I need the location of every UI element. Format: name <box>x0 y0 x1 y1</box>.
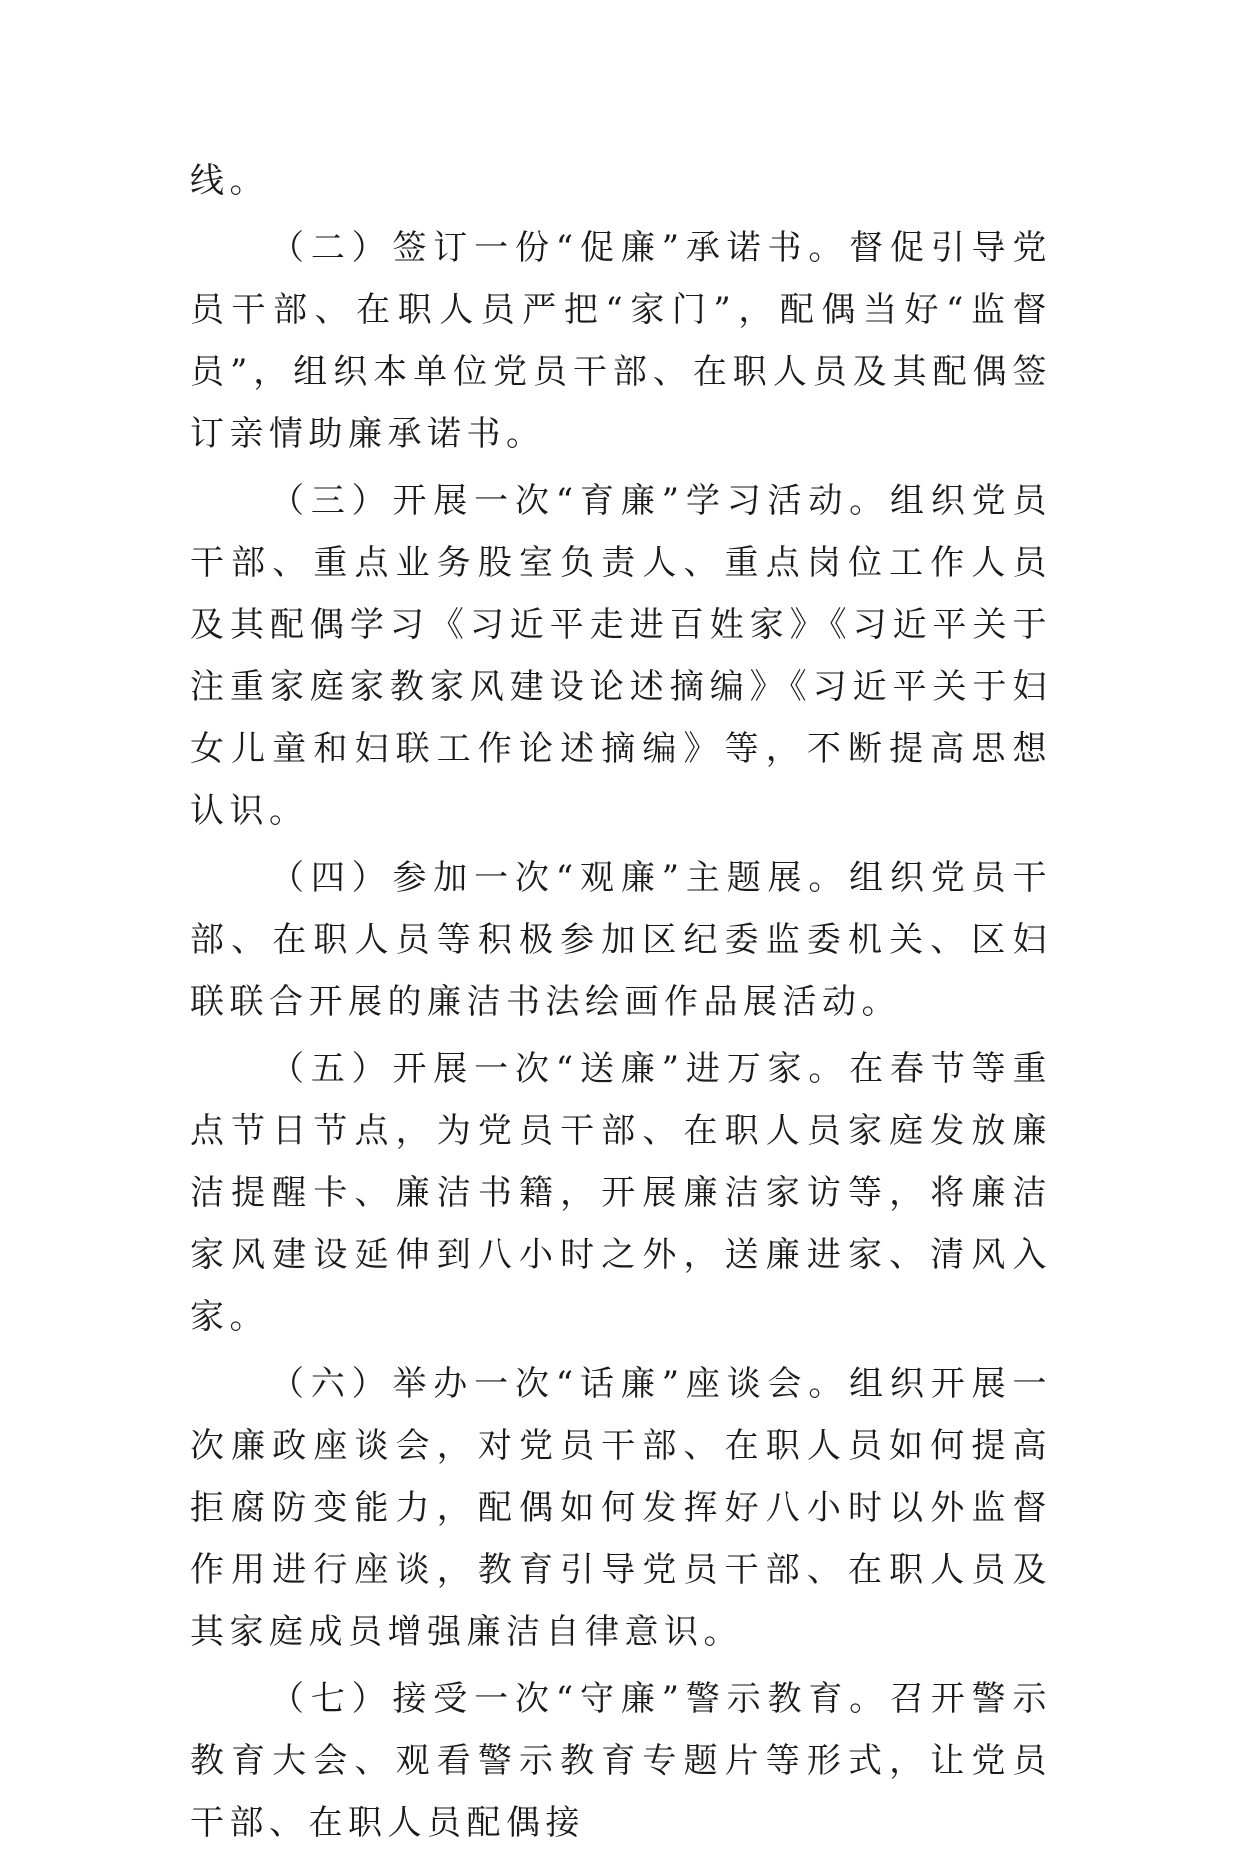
paragraph-item-4: （四）参加一次“观廉”主题展。组织党员干部、在职人员等积极参加区纪委监委机关、区妇联联合开展的廉洁书法绘画作品展活动。 <box>190 858 1052 1022</box>
paragraph-item-3: （三）开展一次“育廉”学习活动。组织党员干部、重点业务股室负责人、重点岗位工作人员及其配偶学习《习近平走进百姓家》《习近平关于注重家庭家教家风建设论述摘编》《习近平关于妇女儿童和妇联工作论述摘编》等，不断提高思想认识。 <box>190 481 1052 831</box>
document-body <box>190 150 1052 1859</box>
paragraph-item-6: （六）举办一次“话廉”座谈会。组织开展一次廉政座谈会，对党员干部、在职人员如何提高拒腐防变能力，配偶如何发挥好八小时以外监督作用进行座谈，教育引导党员干部、在职人员及其家庭成员增强廉洁自律意识。 <box>190 1364 1052 1652</box>
paragraph-item-5: （五）开展一次“送廉”进万家。在春节等重点节日节点，为党员干部、在职人员家庭发放廉洁提醒卡、廉洁书籍，开展廉洁家访等，将廉洁家风建设延伸到八小时之外，送廉进家、清风入家。 <box>190 1049 1052 1337</box>
paragraph-continuation: 线。 <box>190 161 269 201</box>
paragraph-item-7: （七）接受一次“守廉”警示教育。召开警示教育大会、观看警示教育专题片等形式，让党员干部、在职人员配偶接 <box>190 1679 1052 1843</box>
paragraph-item-2: （二）签订一份“促廉”承诺书。督促引导党员干部、在职人员严把“家门”，配偶当好“监督员”，组织本单位党员干部、在职人员及其配偶签订亲情助廉承诺书。 <box>190 228 1052 454</box>
